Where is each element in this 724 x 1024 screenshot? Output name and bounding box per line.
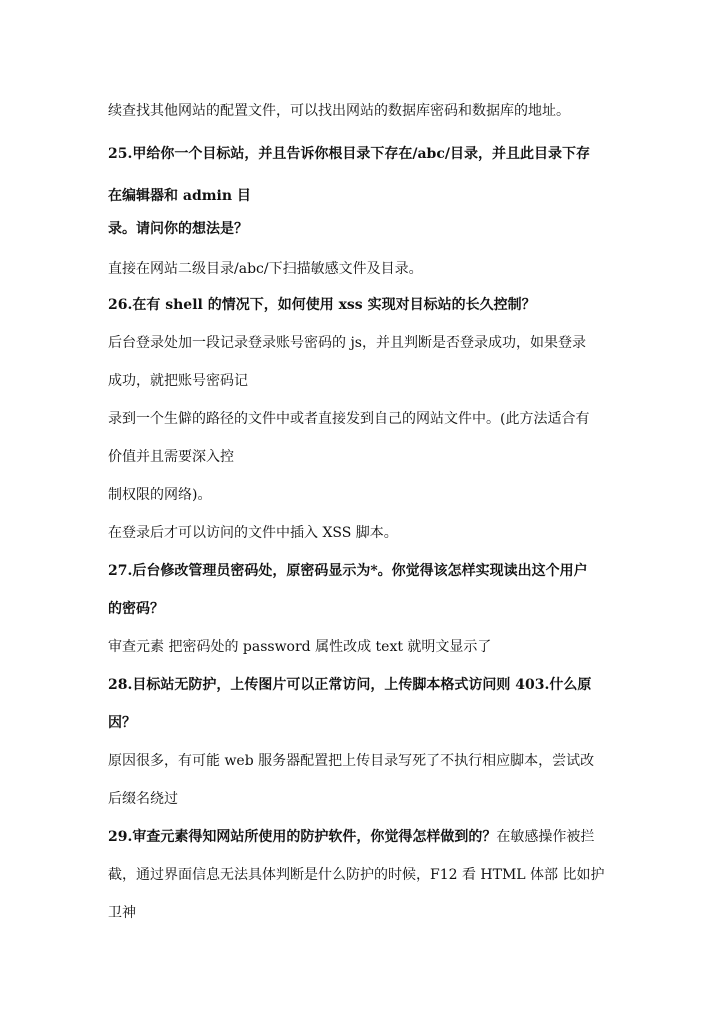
question-line: 在编辑器和 admin 目 bbox=[108, 188, 251, 204]
text-line: 直接在网站二级目录/abc/下扫描敏感文件及目录。 bbox=[108, 261, 423, 277]
question-line: 28.目标站无防护，上传图片可以正常访问，上传脚本格式访问则 403.什么原 bbox=[108, 677, 592, 693]
question-line: 的密码？ bbox=[108, 601, 164, 617]
text-line: 成功，就把账号密码记 bbox=[108, 373, 248, 389]
question-line: 27.后台修改管理员密码处，原密码显示为*。你觉得该怎样实现读出这个用户 bbox=[108, 563, 588, 579]
text-line: 原因很多，有可能 web 服务器配置把上传目录写死了不执行相应脚本，尝试改 bbox=[108, 753, 595, 769]
text-line: 价值并且需要深入控 bbox=[108, 449, 234, 465]
text-line: 后台登录处加一段记录登录账号密码的 js，并且判断是否登录成功，如果登录 bbox=[108, 335, 586, 351]
question-segment: 29.审查元素得知网站所使用的防护软件，你觉得怎样做到的？ bbox=[108, 829, 497, 845]
question-line: 25.甲给你一个目标站，并且告诉你根目录下存在/abc/目录，并且此目录下存 bbox=[108, 146, 590, 162]
text-line: 审查元素 把密码处的 password 属性改成 text 就明文显示了 bbox=[108, 639, 492, 655]
text-line: 制权限的网络)。 bbox=[108, 487, 212, 503]
text-line: 录到一个生僻的路径的文件中或者直接发到自己的网站文件中。(此方法适合有 bbox=[108, 411, 590, 427]
text-line: 在登录后才可以访问的文件中插入 XSS 脚本。 bbox=[108, 525, 398, 541]
text-line: 截，通过界面信息无法具体判断是什么防护的时候，F12 看 HTML 体部 比如护 bbox=[108, 867, 605, 883]
text-line: 卫神 bbox=[108, 905, 136, 921]
answer-segment: 在敏感操作被拦 bbox=[496, 829, 595, 845]
text-line: 后缀名绕过 bbox=[108, 791, 178, 807]
text-line: 续查找其他网站的配置文件，可以找出网站的数据库密码和数据库的地址。 bbox=[108, 103, 570, 119]
question-line: 因？ bbox=[108, 715, 136, 731]
question-line: 录。请问你的想法是？ bbox=[108, 221, 248, 237]
question-line: 26.在有 shell 的情况下，如何使用 xss 实现对目标站的长久控制？ bbox=[108, 297, 536, 313]
mixed-line bbox=[108, 827, 618, 847]
